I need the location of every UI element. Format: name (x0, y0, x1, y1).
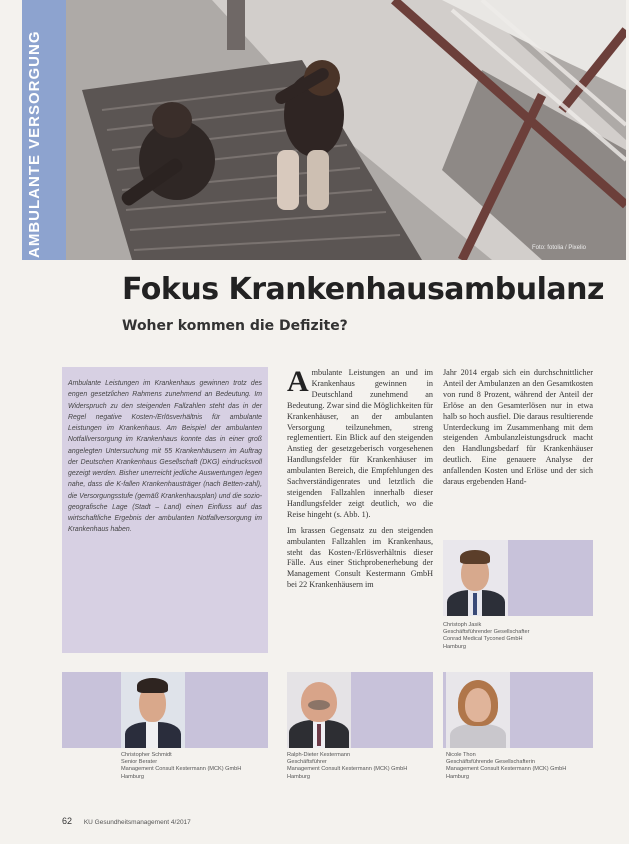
person-org: Management Consult Kestermann (MCK) GmbH (446, 766, 567, 773)
hero-photo (22, 0, 626, 260)
person-name: Ralph-Dieter Kestermann (287, 752, 351, 758)
article-title: Fokus Krankenhausambulanz (122, 272, 604, 307)
person-caption (443, 622, 529, 651)
person-city: Hamburg (121, 773, 145, 780)
person-name: Christopher Schmidt (121, 752, 172, 758)
person-caption (121, 752, 241, 781)
hero-illustration (22, 0, 626, 260)
section-label: AMBULANTE VERSORGUNG (26, 30, 43, 258)
person-caption (446, 752, 566, 781)
portrait-photo (446, 672, 510, 748)
person-role: Geschäftsführende Gesellschafterin (446, 759, 535, 766)
person-org: Management Consult Kestermann (MCK) GmbH (287, 766, 408, 773)
portrait-photo (121, 672, 185, 748)
intro-text: Ambulante Leistungen im Krankenhaus gewinnen trotz des engen gesetzlichen Rahmens zunehmend an Bedeutung. Im Widerspruch zu den steigenden Fallzahlen steht das in der Regel negative Kosten-/Erlösverhältnis für ambulante Leistungen im Krankenhaus. Am Beispiel der ambulanten Notfallversorgung im Krankenhaus konnte das in einer groß angelegten Untersuchung mit 55 Krankenhäusern im Auftrag der Deutschen Krankenhaus Gesellschaft (DKG) eindrucksvoll gezeigt werden. Bisher unerreicht jedliche Auswertungen legen nahe, dass die K-fallen Krankenhausträger (nach Betten-zahl), die Versorgungsstufe (gemäß Krankenhausplan) und die sozio-geografische Lage (Stadt – Land) einen Einfluss auf das wirtschaftliche Ergebnis der ambulanten Notfallversorgung im Krankenhaus haben. (68, 380, 262, 534)
person-name: Nicole Thon (446, 752, 476, 758)
person-name: Christoph Jasik (443, 622, 482, 628)
person-role: Geschäftsführender Gesellschafter (443, 629, 530, 636)
person-city: Hamburg (287, 773, 311, 780)
person-city: Hamburg (443, 643, 467, 650)
article-subtitle: Woher kommen die Defizite? (122, 318, 348, 334)
person-caption (287, 752, 407, 781)
col3-paragraph-1: Jahr 2014 ergab sich ein durchschnittlicher Anteil der Ambulanzen an den Gesamtkosten von rund 8 Prozent, während der Anteil der Erlöse an den Gesamterlösen nur in etwa halb so hoch ausfiel. Die daraus resultierende Unterdeckung im Zusammenhang mit dem steigenden Ambulanzleistungsdruck macht den Handlungsbedarf für Krankenhäuser deutlich. Eine genauere Analyse der anfallenden Kosten und Erlöse und der sich daraus ergebenden Hand- (443, 368, 593, 487)
col2-text-1: mbulante Leistungen an und im Krankenhaus gewinnen in Deutschland zunehmend an Bedeutung. Zwar sind die Möglichkeiten für Krankenhäuser, an der ambulanten Versorgung teilzunehmen, streng reglementiert. Ein Blick auf den steigenden Anstieg der gesetzgeberisch vorgesehenen Handlungsfelder für Krankenhäuser im ambulanten Bereich, die Empfehlungen des Sachverständigenrates und letztlich die steigenden Fallzahlen innerhalb dieser Handlungsfelder zeigt deutlich, wo die Reise hingeht (s. Abb. 1). (287, 368, 433, 519)
col2-paragraph-1 (287, 365, 433, 521)
col2-paragraph-2: Im krassen Gegensatz zu den steigenden ambulanten Fallzahlen im Krankenhaus, steht das Kosten-/Erlösverhältnis dieser Fälle. Aus einer Stichprobenerhebung der Management Consult Kestermann GmbH bei 22 Krankenhäusern im (287, 525, 433, 590)
person-org: Management Consult Kestermann (MCK) GmbH (121, 766, 242, 773)
journal-name: KU Gesundheitsmanagement 4/2017 (83, 819, 191, 826)
person-role: Senior Berater (121, 759, 158, 766)
person-role: Geschäftsführer (287, 759, 327, 766)
intro-box (62, 367, 268, 653)
body-column-3 (443, 368, 593, 493)
photo-credit: Foto: fotolia / Pixelio (531, 245, 586, 251)
portrait-photo (287, 672, 351, 748)
drop-cap: A (287, 365, 309, 398)
portrait-photo (443, 540, 508, 616)
page-number: 62 (62, 816, 73, 826)
person-city: Hamburg (446, 773, 470, 780)
person-org: Conrad Medical Tyconed GmbH (443, 636, 523, 643)
page-footer (62, 816, 191, 826)
body-column-2 (287, 365, 433, 596)
